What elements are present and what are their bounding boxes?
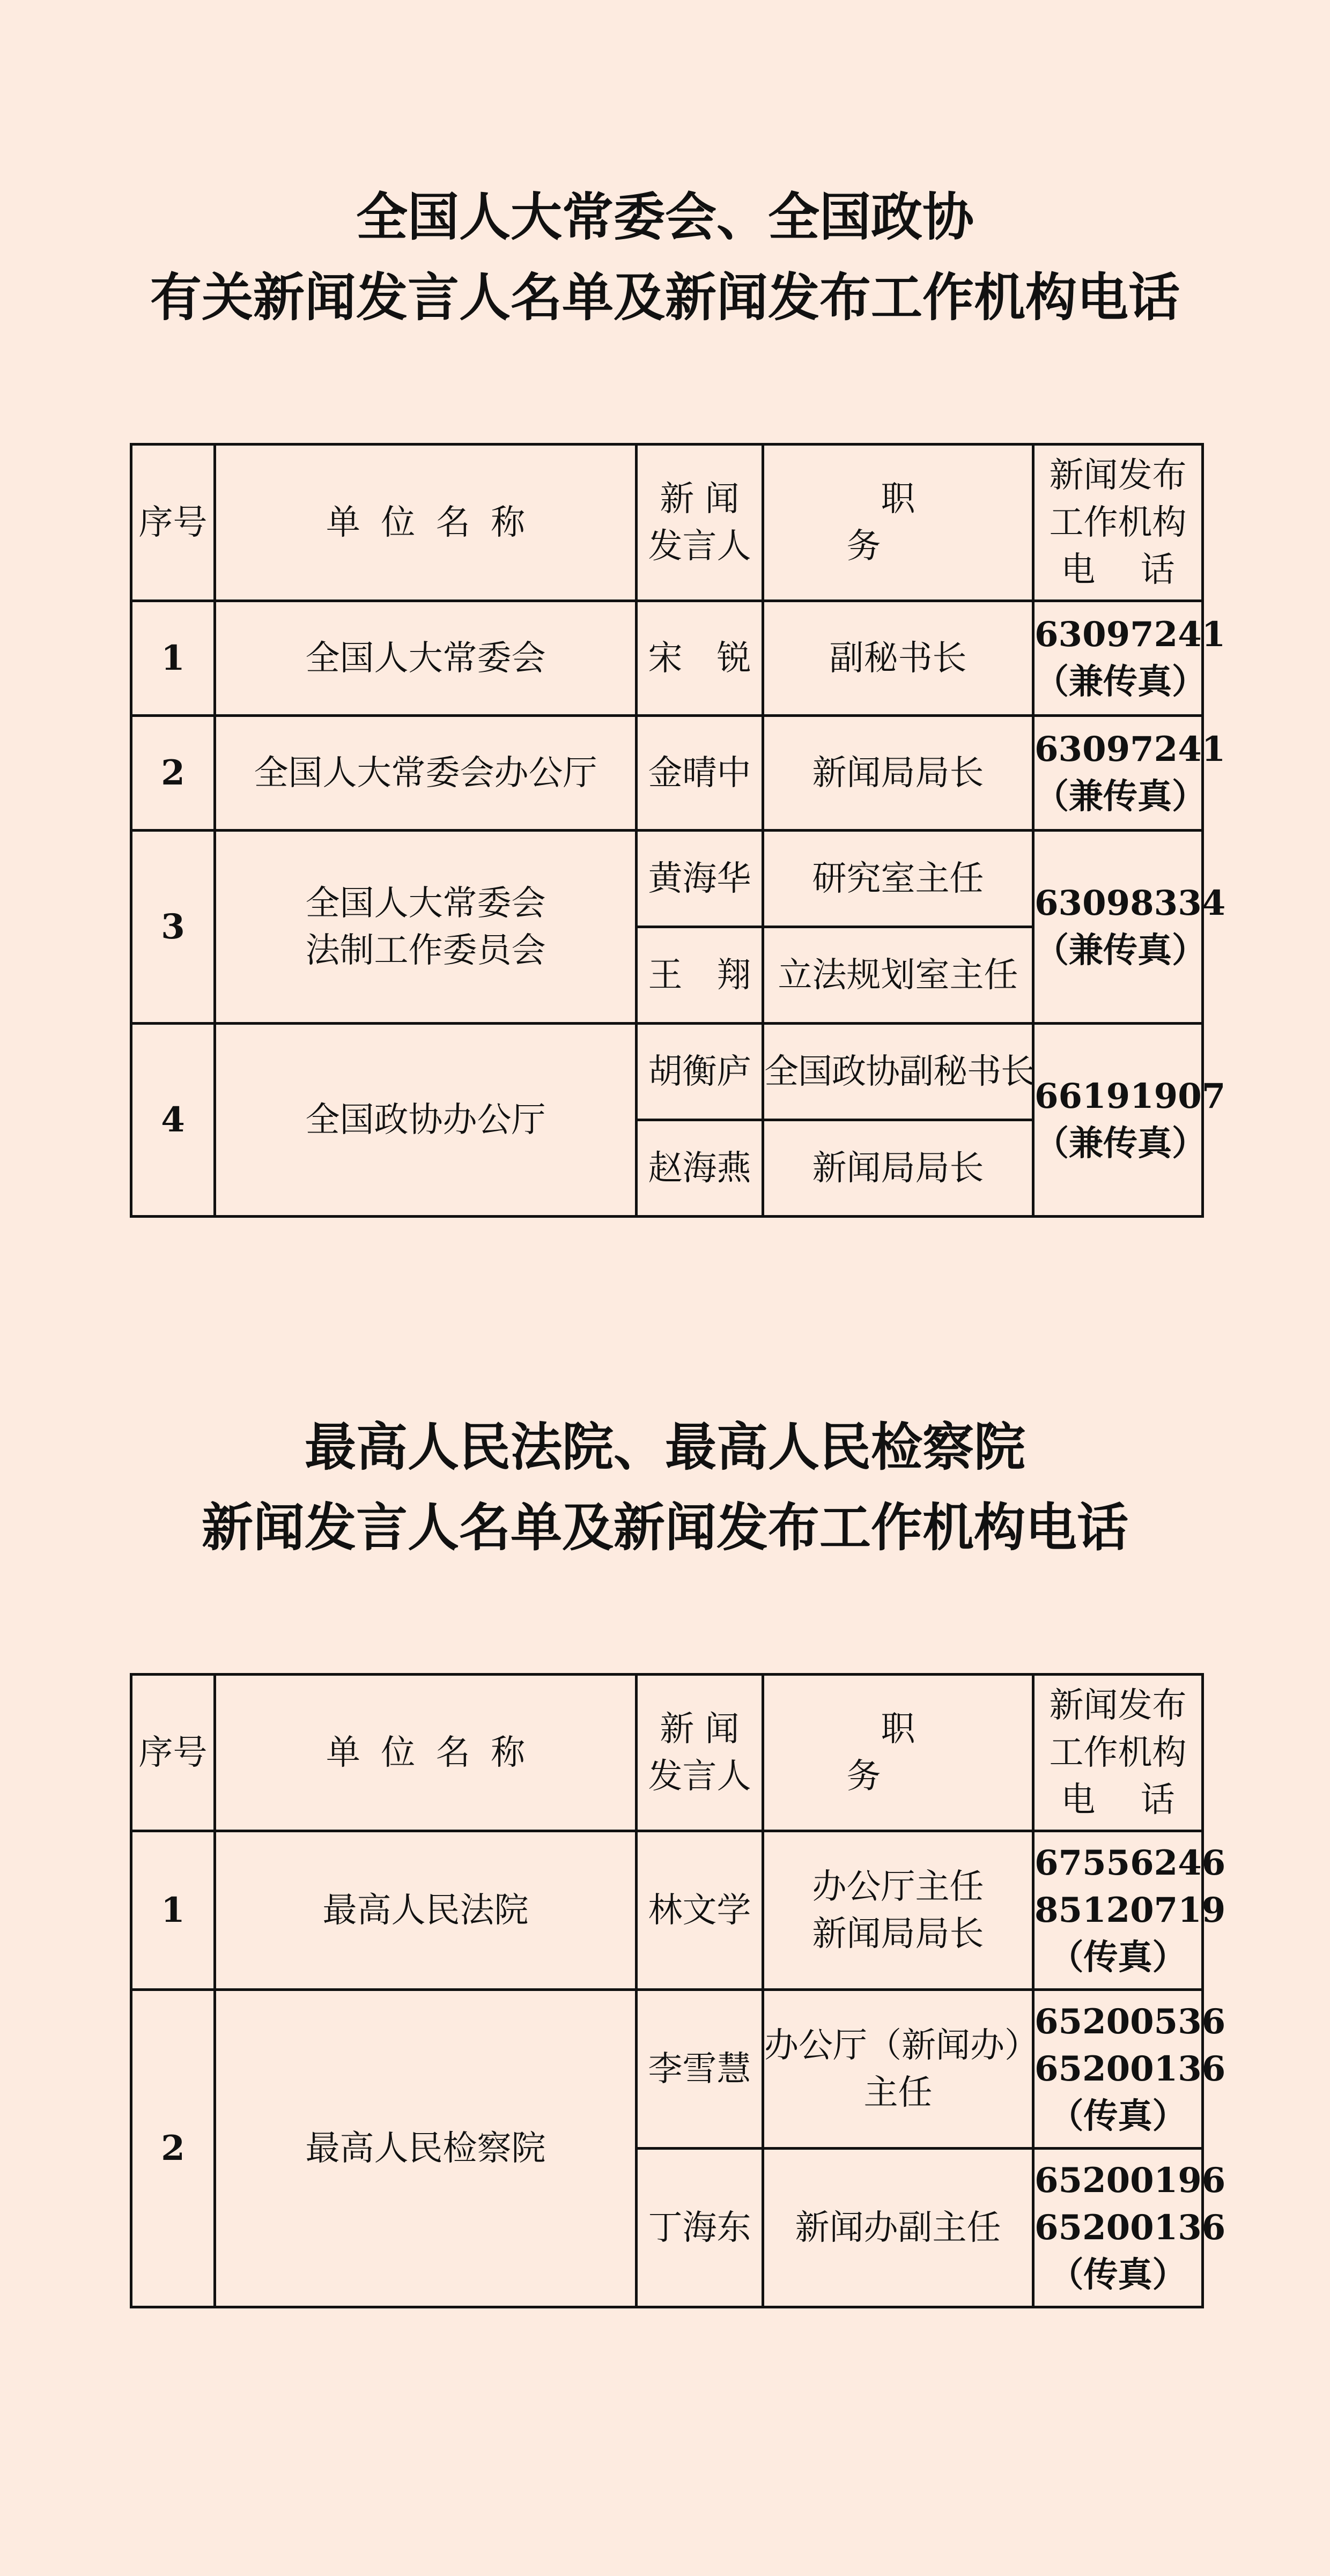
header-duty bbox=[763, 445, 1033, 601]
row-number: 2 bbox=[131, 1990, 215, 2307]
header-duty-label: 职务 bbox=[846, 479, 984, 566]
header-unit-label: 单位名称 bbox=[326, 502, 546, 543]
header-no: 序号 bbox=[131, 1675, 215, 1831]
header-spokesman-line2: 发言人 bbox=[648, 526, 751, 566]
phone-note: （传真） bbox=[1049, 2254, 1187, 2295]
phone-cell bbox=[1033, 716, 1226, 831]
unit-name-line2: 法制工作委员会 bbox=[305, 930, 546, 971]
phone-cell bbox=[1033, 1990, 1226, 2149]
spokesman-name: 丁海东 bbox=[637, 2149, 763, 2307]
spokesman-name: 赵海燕 bbox=[637, 1120, 763, 1217]
duty-line1: 办公厅（新闻办） bbox=[764, 2025, 1039, 2066]
row-number: 2 bbox=[131, 716, 215, 831]
phone-number: 63097241 bbox=[1035, 614, 1226, 655]
phone-note: （传真） bbox=[1049, 1937, 1187, 1978]
duty: 立法规划室主任 bbox=[763, 927, 1033, 1024]
section2-title bbox=[0, 1407, 1330, 1568]
spokesman-table-1 bbox=[130, 443, 1226, 1218]
duty: 副秘书长 bbox=[763, 601, 1033, 716]
header-spokesman-line1: 新 闻 bbox=[660, 1709, 740, 1749]
header-phone-line2: 工作机构 bbox=[1049, 1733, 1187, 1773]
phone-cell bbox=[1033, 831, 1226, 1024]
spokesman-name: 王 翔 bbox=[637, 927, 763, 1024]
duty: 新闻局局长 bbox=[763, 716, 1033, 831]
unit-name: 全国人大常委会办公厅 bbox=[215, 716, 637, 831]
duty: 新闻办副主任 bbox=[763, 2149, 1033, 2307]
table-row bbox=[131, 1024, 1203, 1120]
header-phone bbox=[1033, 1675, 1203, 1831]
header-spokesman bbox=[637, 445, 763, 601]
header-unit bbox=[215, 1675, 637, 1831]
spokesman-name: 李雪慧 bbox=[637, 1990, 763, 2149]
row-number: 1 bbox=[131, 1831, 215, 1990]
table-header-row bbox=[131, 1675, 1203, 1831]
phone-cell bbox=[1033, 1024, 1226, 1217]
spokesman-name: 金晴中 bbox=[637, 716, 763, 831]
duty bbox=[763, 1831, 1033, 1990]
phone-cell bbox=[1033, 2149, 1226, 2307]
phone-number: 63098334 bbox=[1035, 883, 1226, 923]
phone-note: （兼传真） bbox=[1035, 776, 1206, 817]
unit-name-line1: 全国人大常委会 bbox=[305, 883, 546, 923]
duty: 研究室主任 bbox=[763, 831, 1033, 927]
duty-line2: 主任 bbox=[863, 2072, 933, 2113]
row-number: 1 bbox=[131, 601, 215, 716]
phone-number: 65200136 bbox=[1035, 2207, 1226, 2248]
table-row bbox=[131, 1831, 1203, 1990]
header-spokesman-line1: 新 闻 bbox=[660, 479, 740, 519]
phone-number: 63097241 bbox=[1035, 729, 1226, 769]
phone-cell bbox=[1033, 1831, 1226, 1990]
spokesman-name: 宋 锐 bbox=[637, 601, 763, 716]
phone-number: 67556246 bbox=[1035, 1842, 1226, 1883]
duty-line2: 新闻局局长 bbox=[812, 1914, 984, 1954]
table-row bbox=[131, 716, 1203, 831]
duty-line1: 办公厅主任 bbox=[812, 1867, 984, 1907]
spokesman-name: 林文学 bbox=[637, 1831, 763, 1990]
header-unit bbox=[215, 445, 637, 601]
phone-note: （兼传真） bbox=[1035, 661, 1206, 702]
table-header-row bbox=[131, 445, 1203, 601]
section1-title bbox=[0, 177, 1330, 338]
phone-cell bbox=[1033, 601, 1226, 716]
unit-name: 全国人大常委会 bbox=[215, 601, 637, 716]
section1-title-line1: 全国人大常委会、全国政协 bbox=[356, 187, 974, 247]
phone-number: 65200196 bbox=[1035, 2160, 1226, 2201]
spokesman-name: 黄海华 bbox=[637, 831, 763, 927]
header-phone bbox=[1033, 445, 1203, 601]
table-row bbox=[131, 1990, 1203, 2149]
header-no: 序号 bbox=[131, 445, 215, 601]
row-number: 4 bbox=[131, 1024, 215, 1217]
table-row bbox=[131, 831, 1203, 927]
section2-title-line1: 最高人民法院、最高人民检察院 bbox=[305, 1417, 1025, 1477]
header-phone-line3: 电 话 bbox=[1061, 550, 1175, 590]
unit-name bbox=[215, 831, 637, 1024]
unit-name: 全国政协办公厅 bbox=[215, 1024, 637, 1217]
header-duty-label: 职务 bbox=[846, 1709, 984, 1796]
phone-number: 65200136 bbox=[1035, 2048, 1226, 2089]
unit-name: 最高人民法院 bbox=[215, 1831, 637, 1990]
phone-note: （兼传真） bbox=[1035, 1123, 1206, 1164]
header-phone-line3: 电 话 bbox=[1061, 1780, 1175, 1820]
header-duty bbox=[763, 1675, 1033, 1831]
phone-note: （传真） bbox=[1049, 2096, 1187, 2136]
header-phone-line1: 新闻发布 bbox=[1049, 455, 1187, 495]
table-row bbox=[131, 601, 1203, 716]
header-phone-line1: 新闻发布 bbox=[1049, 1685, 1187, 1726]
duty bbox=[763, 1990, 1039, 2149]
duty: 新闻局局长 bbox=[763, 1120, 1033, 1217]
spokesman-table-2 bbox=[130, 1673, 1226, 2308]
phone-number: 85120719 bbox=[1035, 1890, 1226, 1930]
phone-note: （兼传真） bbox=[1035, 930, 1206, 971]
unit-name: 最高人民检察院 bbox=[215, 1990, 637, 2307]
spokesman-name: 胡衡庐 bbox=[637, 1024, 763, 1120]
section2-title-line2: 新闻发言人名单及新闻发布工作机构电话 bbox=[202, 1498, 1128, 1558]
phone-number: 66191907 bbox=[1035, 1076, 1226, 1116]
header-phone-line2: 工作机构 bbox=[1049, 502, 1187, 543]
header-spokesman bbox=[637, 1675, 763, 1831]
header-spokesman-line2: 发言人 bbox=[648, 1756, 751, 1796]
header-unit-label: 单位名称 bbox=[326, 1733, 546, 1773]
section1-title-line2: 有关新闻发言人名单及新闻发布工作机构电话 bbox=[150, 268, 1180, 328]
phone-number: 65200536 bbox=[1035, 2001, 1226, 2042]
duty: 全国政协副秘书长 bbox=[763, 1024, 1033, 1120]
row-number: 3 bbox=[131, 831, 215, 1024]
